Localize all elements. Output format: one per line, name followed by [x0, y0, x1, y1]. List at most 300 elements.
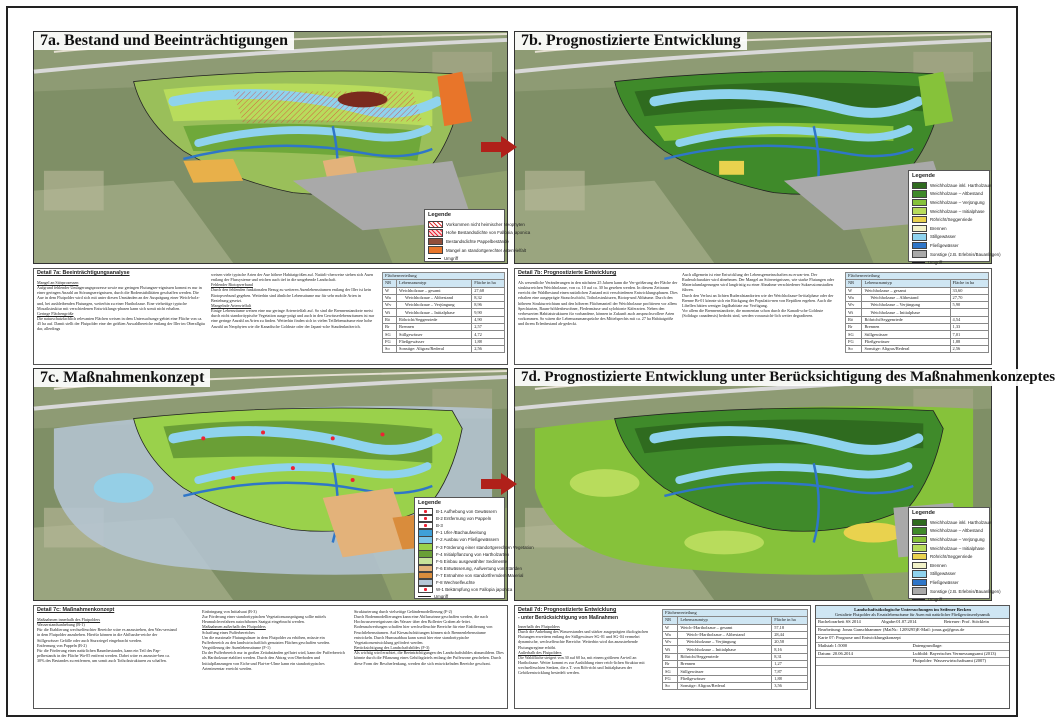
legend-item — [912, 198, 986, 207]
table-row — [383, 294, 505, 301]
legend-item — [912, 595, 986, 604]
legend-item — [428, 254, 501, 263]
legend-label: Fließgewässer — [930, 579, 959, 585]
table-row — [383, 338, 505, 345]
table-cell: 7,01 — [950, 331, 988, 338]
table-row — [846, 345, 989, 352]
table-header-cell: NR — [383, 280, 397, 287]
legend-label: F-1 Ufer-/Bachaufweitung — [436, 530, 487, 536]
table-row — [383, 287, 505, 294]
arrow-shape — [481, 473, 517, 495]
table-cell: 27,68 — [472, 287, 505, 294]
legend-swatch — [912, 182, 927, 190]
legend-7a — [424, 209, 531, 262]
table-cell: Weichholzaue – Initialphase — [397, 309, 472, 316]
legend-title: Legende — [912, 510, 936, 516]
legend-item — [418, 593, 501, 600]
neophyten-hatch — [233, 91, 422, 123]
title-block-rows — [816, 619, 1009, 666]
legend-label: Brennen — [930, 225, 947, 231]
table-cell: Weichholzaue – Verjüngung — [397, 302, 472, 309]
legend-item — [912, 207, 986, 216]
table-cell: Rö — [383, 316, 397, 323]
text-paragraph: Als wesentliche Veränderungen in den nächsten 25 Jahren kann die Ver-größerung der Fläche der strukturreichen Weichholzaue, von ca. 10 auf ca. 30 ha gesehen werden. In diesem Zeitraum erreicht der Waldbestand einen natürlichen Zustand mit verschiedenen Entwicklungsphasen. Dies erhalten eine ausgeprägte Strauchschicht, Totholzstrukturen, Biotop-und Altbäume. Durch den höheren Strukturreichtum und den höheren Flächenanteil der Weichholzaue profitieren vor allem Spechtarten, Baum-höhlenbewohner, Fledermäuse und xylobionte Käferarten. Neben den verbesserten Habitatstrukturen für vorhandene, können in Zukunft auch anspruchsvollere Arten vorkommen. So wären die Lebensraumansprüche des Mittelspechts mit ca. 27 ha Habitatgröße und ihrem Erlenbestand ab-gedeckt. — [518, 280, 678, 327]
table-cell: 4,54 — [950, 316, 988, 323]
table-row — [663, 653, 808, 660]
table-cell: 27,70 — [950, 294, 988, 301]
legend-item — [912, 241, 986, 250]
table-cell: SG — [846, 331, 862, 338]
field-patch — [525, 171, 585, 211]
table-row — [383, 331, 505, 338]
legend-item — [912, 587, 1001, 596]
table-row — [663, 682, 808, 689]
legend-swatch — [912, 562, 927, 570]
detail-7c-title: Detail 7c: Maßnahmenkonzept — [37, 607, 115, 613]
title-block-cell: E-Mail: jonas.ga@gmx.de — [916, 627, 965, 633]
legend-label: B-3 — [436, 523, 443, 529]
legend-label: Weichholzaue inkl. Hartholzaue — [930, 519, 992, 525]
legend-swatch — [428, 246, 443, 254]
massnahme-marker — [231, 476, 235, 480]
legend-label: Stillgewässer — [930, 571, 956, 577]
text-paragraph: Als wichtig wird erachtet, die Beeinträchtigungen des Landschaftsbildes abzumildern. Dies könnte durch die Pflanzung eines Gehölzgürtels entlang der Pufferzone geschehen. Durch diese Form der Bescherlenkung, werden die sich entwickelnden Bereiche geschont. — [354, 650, 504, 666]
legend-swatch — [912, 199, 927, 207]
legend-swatch — [912, 579, 927, 587]
table-cell: 8,32 — [472, 294, 505, 301]
legend-swatch — [418, 596, 431, 598]
table-cell: Wv — [663, 639, 678, 646]
massnahme-marker — [381, 432, 385, 436]
legend-label: F-4 Initialpflanzung von Hartholzarten — [436, 551, 509, 557]
table-row — [846, 338, 989, 345]
detail-7a-box — [33, 268, 508, 365]
legend-label: Umgriff — [434, 594, 449, 600]
legend-swatch — [912, 587, 927, 595]
text-heading: Mangel an Störprozessen — [37, 280, 79, 285]
table-row — [383, 309, 505, 316]
detail-7b-col2 — [682, 272, 840, 364]
title-block-cell: Datum: 20.06.2014 — [818, 650, 853, 656]
table-cell: Wv — [383, 302, 397, 309]
table-cell: 8,31 — [772, 653, 808, 660]
table-header-cell: NR — [663, 617, 678, 624]
massnahme-marker — [351, 478, 355, 482]
legend-swatch — [912, 262, 925, 264]
legend-title: Legende — [418, 500, 442, 506]
legend-label: Mangel an standortgerechter Artenvielfalt — [446, 247, 527, 253]
text-paragraph: Durch den Verlust an lichten Ruderalstandorten wie der Weichholzaue-In-itialphase oder der Brenne Br-01 könnte sich ein Rückgang der Populatio-nen von Reptilien ergeben. Auch die Libellen hätten weniger Jagdhabitate zur Verfügung. — [682, 292, 834, 308]
table-cell: Brennen — [678, 661, 772, 668]
detail-7c-col2 — [202, 609, 347, 708]
text-paragraph: Strukturierung durch vielseitige Geländemodellierung (F-2) — [354, 609, 452, 614]
table-cell: Wv — [846, 302, 862, 309]
legend-swatch — [912, 250, 927, 258]
table-row — [383, 345, 505, 352]
text-paragraph: Schaffung eines Pufferbereiches — [202, 629, 255, 635]
detail-7b-box — [514, 268, 992, 365]
table-cell: Weichholzaue – Initialphase — [678, 646, 772, 653]
table-cell: Weich-/Hartholzaue – Altbestand — [678, 631, 772, 638]
legend-label: Weichholzaue – Initialphase — [930, 208, 985, 214]
table-caption: Flächenverteilung — [383, 273, 505, 280]
table-cell: Röhricht/Seggenriede — [862, 316, 950, 323]
detail-7c-box — [33, 605, 508, 709]
table-cell: Röhricht/Seggenriede — [678, 653, 772, 660]
table-cell: W — [846, 287, 862, 294]
legend-label: Weichholzaue – Initialphase — [930, 545, 985, 551]
legend-item — [912, 527, 986, 536]
table-header-row — [846, 280, 989, 287]
table-row — [663, 639, 808, 646]
legend-swatch — [912, 527, 927, 535]
title-block-header — [816, 606, 1009, 619]
text-paragraph: Die Waldfläche steigert von 30 auf 60 ha, mit einem größeren An-teil an Hartholzaue. Weiter kommt es zur Ausbildung einer reich-lichen Struktur mit wechselfeuchten Senken, die z.T. von Röh-richt und Initialphasen der Gehölzentwicklung besiedelt werden. — [518, 654, 645, 676]
table-header-cell: Fläche in ha — [772, 617, 808, 624]
table-row — [663, 624, 808, 631]
table-cell: Sonstige: Altgras/Rederal — [862, 345, 950, 352]
text-heading: Berücksichtigung des Landschaftsbildes (F-3) — [354, 645, 430, 651]
legend-item — [912, 215, 986, 224]
table-cell: Weichholzaue – Verjüngung — [678, 639, 772, 646]
table-row — [383, 316, 505, 323]
title-block-cell: Maßstab 1:5000 — [818, 642, 848, 648]
table-row — [383, 302, 505, 309]
table-cell: 1,88 — [472, 338, 505, 345]
table-header-row — [663, 617, 808, 624]
text-paragraph: Auch allgemein ist eine Entwicklung der Lebensgemeinschaften zu erwar-ten. Der Ruderalcharakter wird abnehmen. Der Mangel an Störereignissen, wie starke Flutungen oder Materialumlagerungen wird langfristig zu einer Abnahme verschiedener Sukzessionsstadien führen. — [682, 272, 835, 293]
table-cell: Rö — [846, 316, 862, 323]
weichholzaue-initial — [684, 531, 764, 555]
table-cell: Wi — [846, 309, 862, 316]
table-caption: Flächenverteilung — [663, 610, 808, 617]
table-caption: Flächenverteilung — [846, 273, 989, 280]
arrow-right-icon — [481, 136, 517, 158]
legend-swatch — [912, 225, 927, 233]
title-block — [815, 605, 1010, 709]
table-cell: 28,44 — [772, 631, 808, 638]
table-cell: W — [663, 624, 678, 631]
table-row — [846, 302, 989, 309]
table-header-cell: Fläche in ha — [472, 280, 505, 287]
legend-swatch — [912, 190, 927, 198]
table-cell: Brennen — [862, 324, 950, 331]
text-heading: Außerhalb des Flutpolders — [518, 649, 562, 655]
panel-7a-bestand — [33, 31, 531, 264]
table-cell: Weichholzaue – Altbestand — [862, 294, 950, 301]
legend-label: B-1 Aufhebung von Gewässern — [436, 509, 497, 515]
legend-label: Hohe Bestandsdichte von Fallopia japonica — [446, 230, 531, 236]
table-cell: 9,90 — [472, 309, 505, 316]
legend-label: Röhricht/Seggenriede — [930, 217, 973, 223]
massnahme-marker — [261, 430, 265, 434]
legend-swatch — [912, 519, 927, 527]
table-cell: 1,88 — [950, 338, 988, 345]
table-row — [846, 287, 989, 294]
title-block-cell — [818, 658, 913, 665]
table-cell: FG — [383, 338, 397, 345]
title-block-cell: Datengrundlage: — [912, 642, 943, 648]
legend-item — [418, 586, 513, 593]
legend-swatch — [912, 216, 927, 224]
text-paragraph: weisen viele typische Arten der Aue höhere Habitatgrößen auf. Natürli-cherweise stehen sich Auen entlang der Flussysteme und reichen auch tief in die umgebende Landschaft. — [211, 272, 373, 283]
roehricht — [844, 523, 904, 543]
detail-7d-col1 — [518, 624, 658, 708]
legend-label: Weichholzaue – Altbestand — [930, 191, 983, 197]
legend-label: Weichholzaue – Verjüngung — [930, 199, 985, 205]
table-cell: 2,56 — [472, 345, 505, 352]
text-paragraph: Wasserstandsanhebung (B-1) — [37, 622, 85, 628]
title-block-row — [816, 643, 1009, 651]
panel-title-7a: 7a. Bestand und Beeinträchtigungen — [34, 32, 294, 50]
legend-label: W-1 Bekämpfung von Fallopia japonica — [436, 587, 513, 593]
table-cell: 5,90 — [950, 302, 988, 309]
title-block-row — [816, 635, 1009, 643]
roehricht — [719, 161, 744, 175]
legend-item — [912, 190, 986, 199]
table-cell: 8,96 — [472, 302, 505, 309]
table-cell: 2,56 — [950, 345, 988, 352]
table-row — [846, 316, 989, 323]
text-paragraph: Da der Pufferbereich nur in großen Zeitabständen geflutet wird, kann der Pufferbereich als Hartholzaue etabliert werden. Durch den Abtrag von Oberboden und Initialpflanzungen von Eiche und Flat-ter-Ulme kann ein standorttypisches Arteninventar erreicht werden. — [202, 650, 345, 671]
legend-label: Umgriff — [928, 597, 943, 603]
table-cell: 1,88 — [772, 675, 808, 682]
title-block-cell: Bearbeitung: Jonas Ganschhammer (MatNr.: 1209295) — [818, 627, 917, 633]
legend-item — [912, 544, 986, 553]
legend-swatch — [428, 258, 441, 260]
table-header-row — [383, 280, 505, 287]
text-paragraph: Zur Förderung einer standorttypischen Vegetationsausprägung sollte mittels Heumulchverfahren autochthones Saatgut eingebracht werden. — [202, 614, 327, 625]
weichholzaue-initial — [570, 469, 640, 497]
legend-label: Umgriff — [928, 260, 943, 266]
title-block-line2: Gestaltete Flutpolder als Ersatzlebensräume für Auen mit natürlicher Fließgewässerdynamik — [835, 612, 990, 618]
legend-swatch — [912, 233, 927, 241]
table-cell: Stillgewässer — [678, 668, 772, 675]
table-cell: Wa — [663, 631, 678, 638]
legend-label: Stillgewässer — [930, 234, 956, 240]
table-cell: 2,57 — [472, 324, 505, 331]
table-row — [383, 324, 505, 331]
table-row — [846, 331, 989, 338]
title-block-row — [816, 651, 1009, 659]
panel-title-7c: 7c. Maßnahmenkonzept — [34, 369, 210, 387]
text-paragraph: Vor allem die Brennenstandorte, die momentan schon durch die Kanadi-sche Goldrute (Solidago canadensis) bedroht sind, werden voraussicht-lich weiter degradieren. — [682, 308, 824, 319]
text-paragraph: Für die Etablierung wechselfeuchter Bereiche wäre es anzustreben, den Was-serstand in dem Flutpolder anzuheben. Hierfür können in die Abflussbe-reiche der Stillgewässer Gefälle oder auch Sturzriegel eingebracht werden. — [37, 627, 177, 643]
title-block-cell: Bachelorarbeit SS 2014 — [818, 619, 861, 625]
table-header-cell: Lebensraumtyp — [678, 617, 772, 624]
legend-title: Legende — [912, 173, 936, 179]
table-cell: Br — [663, 661, 678, 668]
table-header-cell: Lebensraumtyp — [397, 280, 472, 287]
detail-7a-col1 — [37, 280, 205, 364]
legend-label: Weichholzaue – Altbestand — [930, 528, 983, 534]
detail-7b-title: Detail 7b: Prognostizierte Entwicklung — [518, 270, 617, 276]
legend-item — [912, 570, 986, 579]
detail-7d-box — [514, 605, 811, 709]
table-cell: Br — [846, 324, 862, 331]
detail-7a-col2 — [211, 272, 376, 364]
table-cell: Brennen — [397, 324, 472, 331]
panel-7d-prognose-massnahmen — [514, 368, 1056, 603]
legend-item — [912, 250, 1001, 259]
title-block-cell: Flutpolder: Wasserwirtschaftsamt (2007) — [912, 658, 987, 664]
legend-item — [428, 229, 531, 238]
legend-label: Umgriff — [444, 256, 459, 262]
table-cell: Weich-/Hartholzaue – gesamt — [678, 624, 772, 631]
text-paragraph: Einbringung von Initialsaat (B-3) — [202, 609, 257, 614]
legend-label: Röhricht/Seggenriede — [930, 554, 973, 560]
table-7a-flaechen — [382, 272, 505, 353]
table-cell — [950, 309, 988, 316]
text-heading: Innerhalb des Flutpolders — [518, 624, 560, 629]
legend-label: F-6 Entwässerung, Aufwertung von Ständen — [436, 565, 522, 571]
legend-label: F-7 Entnahme von standortfremdem Material — [436, 572, 524, 578]
table-cell: 57,18 — [772, 624, 808, 631]
legend-item — [912, 552, 986, 561]
text-heading: Maßnahmen innerhalb des Flutpolders — [37, 617, 101, 622]
legend-label: F-5 Einbau ausgewählter Sedimente — [436, 558, 508, 564]
legend-swatch — [912, 536, 927, 544]
panel-title-7d: 7d. Prognostizierte Entwicklung unter Berücksichtigung des Maßnahmenkonzeptes — [515, 369, 1061, 386]
table-cell: Fließgewässer — [397, 338, 472, 345]
arrow-shape — [481, 136, 517, 158]
table-cell: 4,72 — [472, 331, 505, 338]
table-cell: Rö — [663, 653, 678, 660]
table-cell: So — [846, 345, 862, 352]
text-paragraph: Durch die Anhebung des Wasserstandes und stärker ausgeprägten ökologischen Flutungen erweitern entlang der Stillgewässer SG-01 und SG-04 vermehrt dynamische, wechselfeuchte Bereiche. Weiterhin wird das anzustrebende Flutungsregime erhöht. — [518, 629, 649, 650]
legend-label: Fließgewässer — [930, 242, 959, 248]
text-heading: Maßnahmen außerhalb des Flutpolders — [202, 624, 266, 630]
title-block-row — [816, 658, 1009, 666]
legend-label: F-8 Wechselfeuchte — [436, 579, 475, 585]
table-cell: So — [383, 345, 397, 352]
legend-swatch — [912, 599, 925, 601]
table-cell: Wa — [383, 294, 397, 301]
text-paragraph: Die naturschutzfachlich relevanten Flächen weisen in dem Untersuchungs-gebiet eine Fläche von ca. 45 ha auf. Damit stellt der Flutpolder eine der größten Auwaldbereiche entlang der Iller im Oberallgäu dar, allerdings — [37, 316, 205, 332]
legend-item — [912, 258, 986, 267]
legend-item — [428, 237, 509, 246]
table-row — [663, 646, 808, 653]
legend-label: Brennen — [930, 562, 947, 568]
title-block-cell: Karte 07: Prognose und Entwicklungskonzept — [818, 635, 901, 640]
table-row — [663, 668, 808, 675]
legend-7b — [908, 170, 1001, 266]
table-cell: Stillgewässer — [397, 331, 472, 338]
panel-7c-massnahmen — [33, 368, 534, 601]
table-header-cell: Fläche in ha — [950, 280, 988, 287]
table-header-cell: Lebensraumtyp — [862, 280, 950, 287]
legend-label: Bestandsdichte Pappelbestände — [446, 238, 509, 244]
legend-swatch — [912, 544, 927, 552]
table-cell: Weichholzaue – gesamt — [862, 287, 950, 294]
pappelbestand — [338, 91, 388, 107]
title-block-cell: Luftbild: Bayerisches Vermessungsamt (2013) — [912, 650, 997, 656]
legend-label: F-2 Ausbau von Fließgewässern — [436, 537, 499, 543]
panel-7b-prognose — [514, 31, 1001, 266]
table-cell: W — [383, 287, 397, 294]
field-patch — [44, 171, 104, 211]
legend-label: Vorkommen nicht heimischer Neophyten — [446, 221, 525, 227]
legend-swatch — [912, 570, 927, 578]
legend-item — [912, 578, 986, 587]
table-cell: Weichholzaue – gesamt — [397, 287, 472, 294]
legend-swatch — [912, 242, 927, 250]
legend-label: F-3 Förderung einer standortgerechten Vegetation — [436, 544, 534, 550]
title-block-row — [816, 619, 1009, 627]
text-heading: Fehlender Biotopverbund — [211, 282, 253, 288]
legend-item — [912, 233, 986, 242]
table-cell: Fließgewässer — [678, 675, 772, 682]
table-cell: FG — [846, 338, 862, 345]
table-cell: Weichholzaue – Verjüngung — [862, 302, 950, 309]
table-cell: 1,33 — [950, 324, 988, 331]
text-paragraph: Aufgrund fehlender Umlagerungsprozesse sowie nur geringen Flutungser-eignissen kommt es nur in einer geringen Anzahl an Störungsereignissen, durch die Bodenstabilitäten geschaffen werden. Die Aue in dem Flutpolder wird sich mit unter diesen Umständen an der Ausprägung einer Weich-holz- und, bei ausbleibenden Flutungen, weiterhin zu einer Hartholzaue. Eine vielseitige typische Mosaikstruktur mit verschiedenen Entwicklungs-phasen kann sich somit nicht erhalten. — [37, 285, 202, 311]
legend-label: B-2 Entfernung von Pappeln — [436, 516, 492, 522]
text-paragraph: Durch Bodenmodellierungen kann eine Abflussrinne geschaffen werden, die nach Hochwasserereignissen das Wasser über den Bollerter Graben ab-leitet. Bodenaufwerfungen schaffen hier wechselfeuchte Bereiche für eine Etablierung von Feuchtlebensräumen. Auf Kiesaufschüttungen können sich Brennenlebensräume entwickeln. Durch Humusabbau kann somit hier eine standorttypische Vegetationsentwicklung gefördert werden. — [354, 614, 493, 645]
detail-7b-col1 — [518, 280, 678, 364]
table-cell: Röhricht/Seggenriede — [397, 316, 472, 323]
title-block-row — [816, 627, 1009, 635]
legend-swatch — [912, 207, 927, 215]
massnahme-marker — [201, 436, 205, 440]
detail-7a-title: Detail 7a: Beeinträchtigungsanalyse — [37, 270, 130, 276]
legend-label: Weichholzaue inkl. Hartholzaue — [930, 182, 992, 188]
legend-label: Sonstige (z.B. Erlebnis/Bauanlagen) — [930, 588, 1001, 594]
table-cell: 20,58 — [772, 639, 808, 646]
legend-swatch — [428, 221, 443, 229]
legend-swatch — [428, 229, 443, 237]
table-row — [846, 309, 989, 316]
text-paragraph: Durch den fehlenden funktionalen Bezug zu weiteren Auenlebensräumen entlang der Iller ist kein Biotopverbund gegeben. Weiterhin sind ähnliche Lebensräume nur für sehr mobile Arten in Beziehung gesetzt. — [211, 287, 372, 303]
detail-7c-col1 — [37, 617, 177, 708]
text-paragraph: Einige Lebensräume weisen eine nur geringe Artenvielfalt auf. So sind die Brennenstandorte meist durch nicht standorttypische Vegetation ausge-prägt und auch in den Gewässerlebensräumen ist nur eine geringe Anzahl an Arten zu finden. Weiterhin finden sich in vielen Teillebensräume eine hohe Anzahl an Neophyten wie die Kanadische Goldrute oder der Japani-sche Staudenknöterich. — [211, 308, 375, 329]
massnahme-f4 — [163, 421, 432, 464]
text-heading: Geringe Flächengröße — [37, 310, 74, 316]
legend-label: Sonstige (z.B. Erlebnis/Bauanlagen) — [930, 251, 1001, 257]
table-row — [846, 294, 989, 301]
panel-title-7b: 7b. Prognostizierte Entwicklung — [515, 32, 747, 50]
legend-swatch — [418, 586, 433, 594]
table-cell: Br — [383, 324, 397, 331]
table-row — [846, 324, 989, 331]
legend-item — [912, 518, 992, 527]
table-cell: Fließgewässer — [862, 338, 950, 345]
legend-swatch — [912, 553, 927, 561]
title-block-line1: Landschaftsökologische Untersuchungen im Seifener Becken — [854, 607, 971, 612]
text-heading: Mangelnde Artenvielfalt — [211, 302, 252, 308]
title-block-cell — [913, 635, 1008, 642]
table-cell: 33,60 — [950, 287, 988, 294]
table-cell: Wa — [846, 294, 862, 301]
table-row — [663, 675, 808, 682]
table-row — [663, 631, 808, 638]
table-cell: Weichholzaue – Initialphase — [862, 309, 950, 316]
table-row — [663, 661, 808, 668]
table-cell: Stillgewässer — [862, 331, 950, 338]
legend-item — [912, 561, 986, 570]
legend-item — [428, 220, 525, 229]
table-cell: FG — [663, 675, 678, 682]
table-7d-flaechen — [662, 609, 808, 690]
detail-7d-subtitle: - unter Berücksichtigung von Maßnahmen — [518, 615, 619, 621]
text-paragraph: Um die maximale Flutungsdauer in dem Flutpolder zu erhöhen, müsste ein Pufferbereich zu den landwirtschaftlich genutzten Flächen geschaffen werden. — [202, 634, 331, 645]
title-block-cell: Betreuer: Prof. Stöcklein — [944, 619, 989, 625]
abflussrinne — [94, 473, 154, 503]
detail-7c-col3 — [354, 609, 505, 708]
detail-7d-title: Detail 7d: Prognostizierte Entwicklung — [518, 607, 617, 613]
mangel-artenvielfalt — [183, 159, 243, 183]
table-header-cell: NR — [846, 280, 862, 287]
